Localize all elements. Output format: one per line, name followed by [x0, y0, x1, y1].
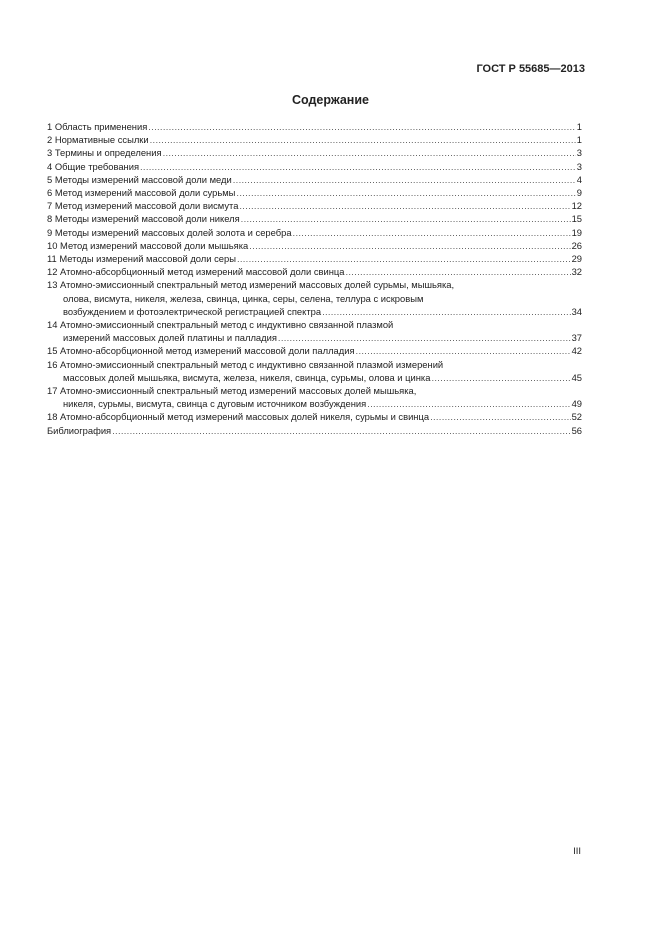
dot-leader	[241, 212, 571, 225]
toc-entry-page: 37	[571, 332, 582, 344]
toc-entry-page: 3	[576, 160, 582, 172]
page-title: Содержание	[291, 93, 369, 107]
dot-leader	[293, 226, 571, 239]
dot-leader	[163, 146, 576, 159]
toc-entry-label: 9 Методы измерений массовых долей золота и серебра	[47, 226, 292, 238]
toc-entry-page: 45	[571, 371, 582, 383]
toc-entry-page: 12	[571, 200, 582, 212]
toc-entry-page: 52	[571, 411, 582, 423]
toc-entry-page: 49	[571, 398, 582, 410]
toc-entry-page: 1	[576, 134, 582, 146]
toc-entry-label: 8 Методы измерений массовой доли никеля	[47, 213, 240, 225]
toc-entry-label: 10 Метод измерений массовой доли мышьяка	[47, 239, 249, 251]
toc-entry-page: 42	[571, 345, 582, 357]
toc-entry-label: 18 Атомно-абсорбционный метод измерений массовых долей никеля, сурьмы и свинца	[47, 411, 430, 423]
toc-entry-label: возбуждением и фотоэлектрической регистрацией спектра	[63, 305, 322, 317]
standard-code: ГОСТ Р 55685—2013	[476, 63, 585, 75]
toc-entry[interactable]	[47, 120, 582, 133]
dot-leader	[356, 344, 571, 357]
table-of-contents	[47, 120, 582, 437]
toc-entry-label: 1 Область применения	[47, 121, 148, 132]
toc-entry[interactable]	[47, 199, 582, 212]
toc-entry-page: 15	[571, 213, 582, 225]
dot-leader	[112, 424, 570, 437]
toc-entry[interactable]	[47, 160, 582, 173]
toc-entry-line: 14 Атомно-эмиссионный спектральный метод с индуктивно связанной плазмой	[47, 319, 394, 331]
toc-entry[interactable]	[47, 424, 582, 437]
toc-entry-label: 4 Общие требования	[47, 160, 140, 172]
toc-entry-page: 26	[571, 239, 582, 251]
toc-entry-page: 1	[576, 121, 582, 132]
toc-entry-label: массовых долей мышьяка, висмута, железа, никеля, свинца, сурьмы, олова и цинка	[63, 371, 431, 383]
dot-leader	[233, 173, 576, 186]
dot-leader	[249, 239, 570, 252]
dot-leader	[148, 120, 575, 133]
toc-entry[interactable]	[47, 133, 582, 146]
toc-entry[interactable]	[47, 384, 582, 410]
page-number: III	[573, 846, 581, 857]
toc-entry[interactable]	[47, 252, 582, 265]
toc-entry[interactable]	[47, 212, 582, 225]
toc-entry-label: 12 Атомно-абсорбционный метод измерений массовой доли свинца	[47, 266, 345, 278]
toc-entry[interactable]	[47, 265, 582, 278]
toc-entry-label: Библиография	[47, 424, 112, 436]
toc-entry[interactable]	[47, 146, 582, 159]
toc-entry[interactable]	[47, 173, 582, 186]
toc-entry[interactable]	[47, 239, 582, 252]
toc-entry[interactable]	[47, 318, 582, 344]
dot-leader	[278, 331, 571, 344]
toc-entry-line: олова, висмута, никеля, железа, свинца, цинка, серы, селена, теллура с искровым	[63, 292, 424, 304]
toc-entry-page: 4	[576, 173, 582, 185]
toc-entry[interactable]	[47, 358, 582, 384]
toc-entry-page: 56	[571, 424, 582, 436]
toc-entry-line: 13 Атомно-эмиссионный спектральный метод измерений массовых долей сурьмы, мышьяка,	[47, 279, 455, 291]
toc-entry-page: 29	[571, 253, 582, 265]
dot-leader	[346, 265, 571, 278]
dot-leader	[237, 252, 571, 265]
toc-entry-label: 7 Метод измерений массовой доли висмута	[47, 200, 239, 212]
dot-leader	[236, 186, 575, 199]
toc-entry[interactable]	[47, 410, 582, 423]
dot-leader	[431, 371, 570, 384]
toc-entry[interactable]	[47, 226, 582, 239]
toc-entry-page: 34	[571, 305, 582, 317]
toc-entry[interactable]	[47, 344, 582, 357]
toc-entry-label: 11 Методы измерений массовой доли серы	[47, 253, 236, 265]
toc-entry-line: 17 Атомно-эмиссионный спектральный метод измерений массовых долей мышьяка,	[47, 385, 417, 397]
toc-entry-page: 3	[576, 147, 582, 159]
toc-entry-page: 32	[571, 266, 582, 278]
toc-entry-label: 2 Нормативные ссылки	[47, 134, 149, 146]
dot-leader	[150, 133, 576, 146]
dot-leader	[239, 199, 570, 212]
toc-entry-label: измерений массовых долей платины и палладия	[63, 332, 277, 344]
toc-entry[interactable]	[47, 186, 582, 199]
toc-entry-label: 3 Термины и определения	[47, 147, 162, 159]
toc-entry-label: 15 Атомно-абсорбционной метод измерений массовой доли палладия	[47, 345, 355, 357]
dot-leader	[430, 410, 570, 423]
dot-leader	[140, 160, 576, 173]
toc-entry[interactable]	[47, 278, 582, 318]
toc-entry-label: 6 Метод измерений массовой доли сурьмы	[47, 187, 236, 199]
toc-entry-label: никеля, сурьмы, висмута, свинца с дуговым источником возбуждения	[63, 398, 367, 410]
toc-entry-label: 5 Методы измерений массовой доли меди	[47, 173, 232, 185]
toc-entry-page: 9	[576, 187, 582, 199]
dot-leader	[322, 305, 571, 318]
toc-entry-page: 19	[571, 226, 582, 238]
dot-leader	[367, 397, 570, 410]
toc-entry-line: 16 Атомно-эмиссионный спектральный метод с индуктивно связанной плазмой измерений	[47, 358, 444, 370]
